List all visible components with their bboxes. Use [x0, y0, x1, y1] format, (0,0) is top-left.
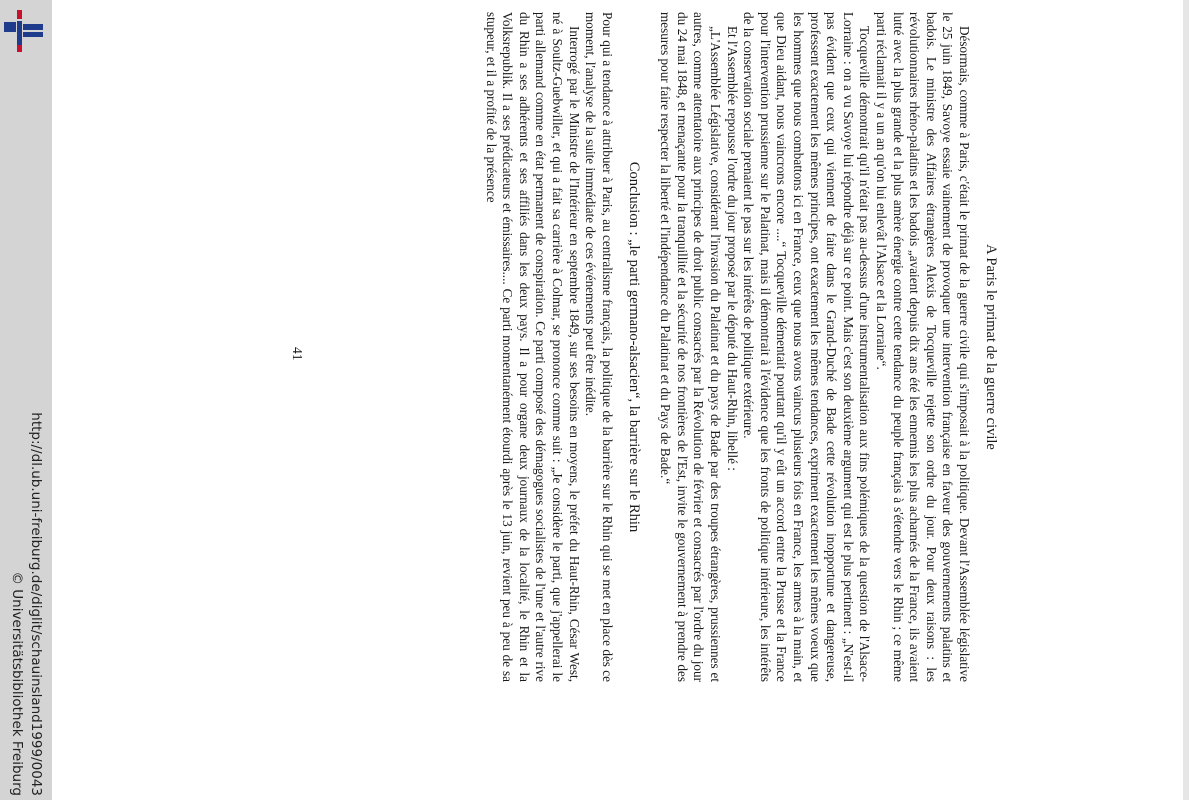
paragraph-3: Et l'Assemblée repousse l'ordre du jour proposé par le député du Haut-Rhin, libellé : — [724, 26, 740, 471]
scrollbar-track[interactable] — [1183, 0, 1189, 800]
paragraph-4: „L'Assemblée Législative, considérant l'invasion du Palatinat et du pays de Bade par des troupes étrangères, prussiennes et autres, comme attentatoire aux principes de droit public consacrés par la Révolution de février et consacrés par l'ordre du jour du 24 mai 1848, et menaçante pour la tranquillité et la sécurité de nos frontières de l'Est, invite le gouvernement à prendre des mesures pour faire respecter la liberté et l'indépendance du Palatinat et du Pays de Bade.“ — [658, 12, 724, 682]
paragraph-6: Interrogé par le Ministre de l'Intérieur en septembre 1849, sur ses besoins en moyens, le préfet du Haut-Rhin, César West, né à Soultz-Guebwiller, et qui a fait sa carrière à Colmar, se prononce comme suit : „Je considère le parti, que j'appellerai le parti allemand comme en état permanent de conspiration. Ce parti composé des démagogues socialistes de l'une et l'autre rive du Rhin a ses adhérents et ses affiliés dans les deux pays. Il a pour organe deux journaux de la localité, le Rhin et la Volksrepublik. Il a ses prédicateurs et émissaires.... Ce parti momentanément étourdi après le 13 juin, revient peu à peu de sa stupeur, et il a profité de la présence — [483, 12, 582, 682]
document-page — [280, 12, 1000, 682]
copyright-notice: © Universitätsbibliothek Freiburg — [9, 571, 25, 796]
sidebar-text — [0, 0, 52, 800]
page-number: 41 — [290, 347, 305, 361]
paragraph-2: Tocqueville démontrait qu'il n'était pas au-dessus d'une instrumentalisation aux fins polémiques de la question de l'Alsace-Lorraine : on a vu Savoye lui répondre déjà sur ce point. Mais c'est son deuxième argument qui est le plus pertinent : „N'est-il pas évident que ceux qui viennent de faire dans le Grand-Duché de Bade cette révolution inopportune et dangereuse, professent exactement les mêmes principes, ont exactement les mêmes tendances, expriment exactement les mêmes voeux que les hommes que nous combattons ici en France, ceux que nous avons vaincus plusieurs fois en France, les armes à la main, et que Dieu aidant, nous vaincrons encore ....“ Tocqueville démentait pourtant qu'il y eût un accord entre la Prusse et la France pour l'intervention prussienne sur le Palatinat, mais il démontrait à l'évidence que les fronts de politique intérieure, les intérêts de la conservation sociale prenaient le pas sur les intérêts de politique extérieure. — [741, 12, 873, 682]
section-heading: Conclusion : „le parti germano-alsacien“, la barrière sur le Rhin — [625, 161, 642, 533]
viewer-sidebar — [0, 0, 52, 800]
page-heading: A Paris le primat de la guerre civile — [983, 244, 999, 450]
document-url[interactable]: http://dl.ub.uni-freiburg.de/diglit/schauinsland1999/0043 — [28, 412, 44, 796]
paragraph-1: Désormais, comme à Paris, c'était le primat de la guerre civile qui s'imposait à la politique. Devant l'Assemblée législative le 25 juin 1849, Savoye essaie vainement de provoquer une intervention française en faveur des gouvernements palatins et badois. Le ministre des Affaires étrangères Alexis de Tocqueville rejette son ordre du jour. Pour deux raisons : les révolutionnaires rhéno-palatins et les badois „avaient depuis dix ans été les ennemis les plus acharnés de la France, ils avaient lutté avec la plus grande et la plus amère énergie contre cette tendance du peuple français à s'étendre vers le Rhin ; ce même parti réclamait il y a un an qu'on lui enlevât l'Alsace et la Lorraine“. — [874, 12, 972, 682]
paragraph-5: Pour qui a tendance à attribuer à Paris, au centralisme français, la politique de la barrière sur le Rhin qui se met en place dès ce moment, l'analyse de la suite immédiate de ces événements peut être inédite. — [583, 12, 615, 682]
